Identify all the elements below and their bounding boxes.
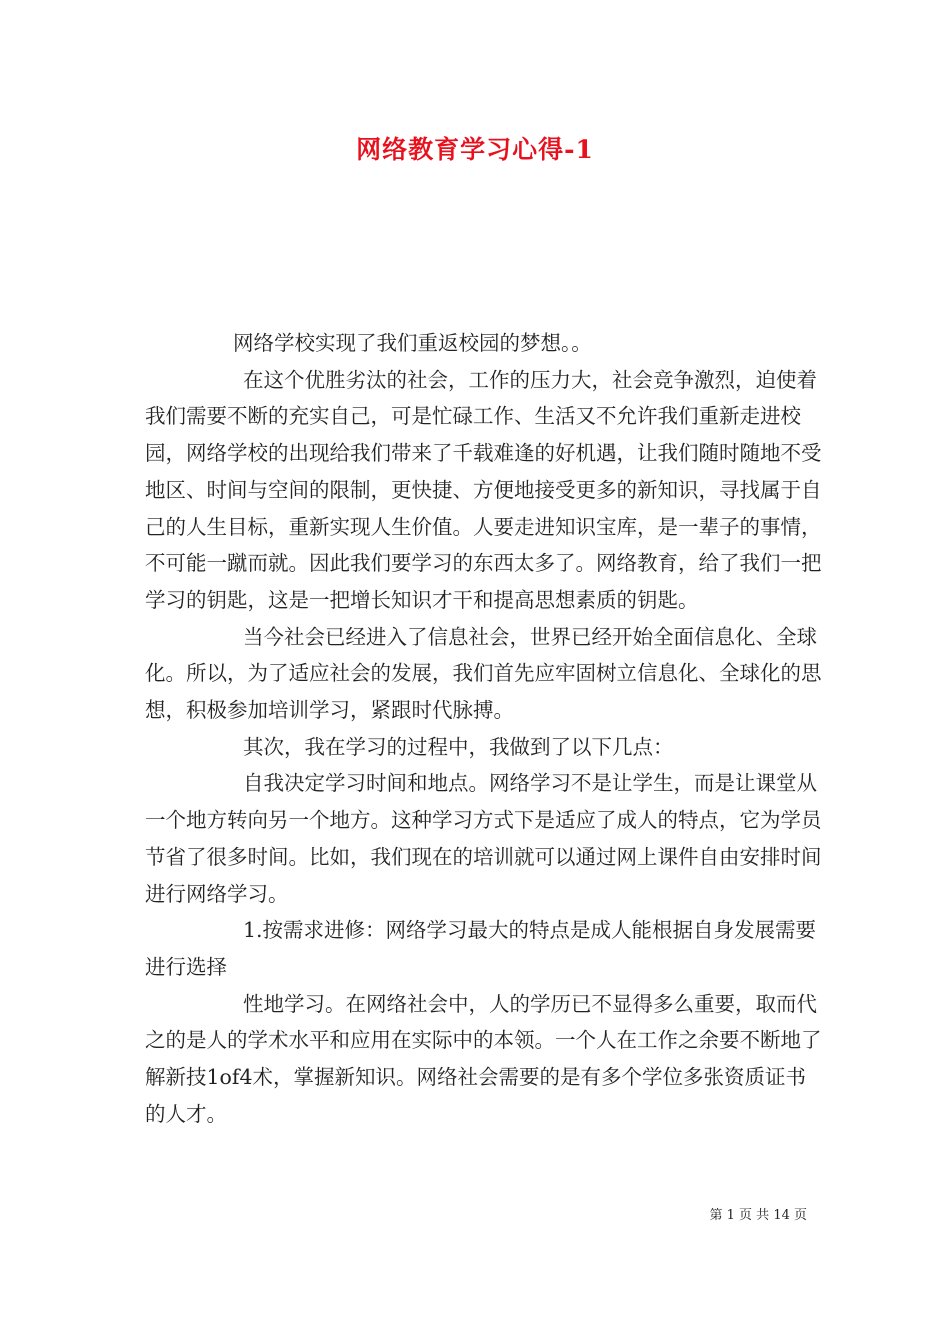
- paragraph-information-society: 当今社会已经进入了信息社会，世界已经开始全面信息化、全球化。所以，为了适应社会的发展，我们首先应牢固树立信息化、全球化的思想，积极参加培训学习，紧跟时代脉搏。: [145, 624, 822, 723]
- paragraph-point-1: 1.按需求进修：网络学习最大的特点是成人能根据自身发展需要进行选择: [145, 918, 817, 979]
- paragraph-secondly: 其次，我在学习的过程中，我做到了以下几点：: [243, 734, 674, 759]
- page-number-footer: 第 1 页 共 14 页: [709, 1208, 807, 1223]
- paragraph-self-decide: 自我决定学习时间和地点。网络学习不是让学生，而是让课堂从一个地方转向另一个地方。这种学习方式下是适应了成人的特点，它为学员节省了很多时间。比如，我们现在的培训就可以通过网上课件自由安排时间进行网络学习。: [145, 771, 822, 906]
- paragraph-intro: 网络学校实现了我们重返校园的梦想。。: [233, 331, 592, 355]
- paragraph-selective-learning: 性地学习。在网络社会中，人的学历已不显得多么重要，取而代之的是人的学术水平和应用在实际中的本领。一个人在工作之余要不断地了解新技1of4术，掌握新知识。网络社会需要的是有多个学位多张资质证书的人才。: [145, 991, 822, 1126]
- document-body: [145, 325, 825, 1132]
- paragraph-society-pressure: 在这个优胜劣汰的社会，工作的压力大，社会竞争激烈，迫使着我们需要不断的充实自己，可是忙碌工作、生活又不允许我们重新走进校园，网络学校的出现给我们带来了千载难逢的好机遇，让我们随时随地不受地区、时间与空间的限制，更快捷、方便地接受更多的新知识，寻找属于自己的人生目标，重新实现人生价值。人要走进知识宝库，是一辈子的事情，不可能一蹴而就。因此我们要学习的东西太多了。网络教育，给了我们一把学习的钥匙，这是一把增长知识才干和提高思想素质的钥匙。: [145, 367, 822, 612]
- document-title: 网络教育学习心得-1: [356, 135, 594, 164]
